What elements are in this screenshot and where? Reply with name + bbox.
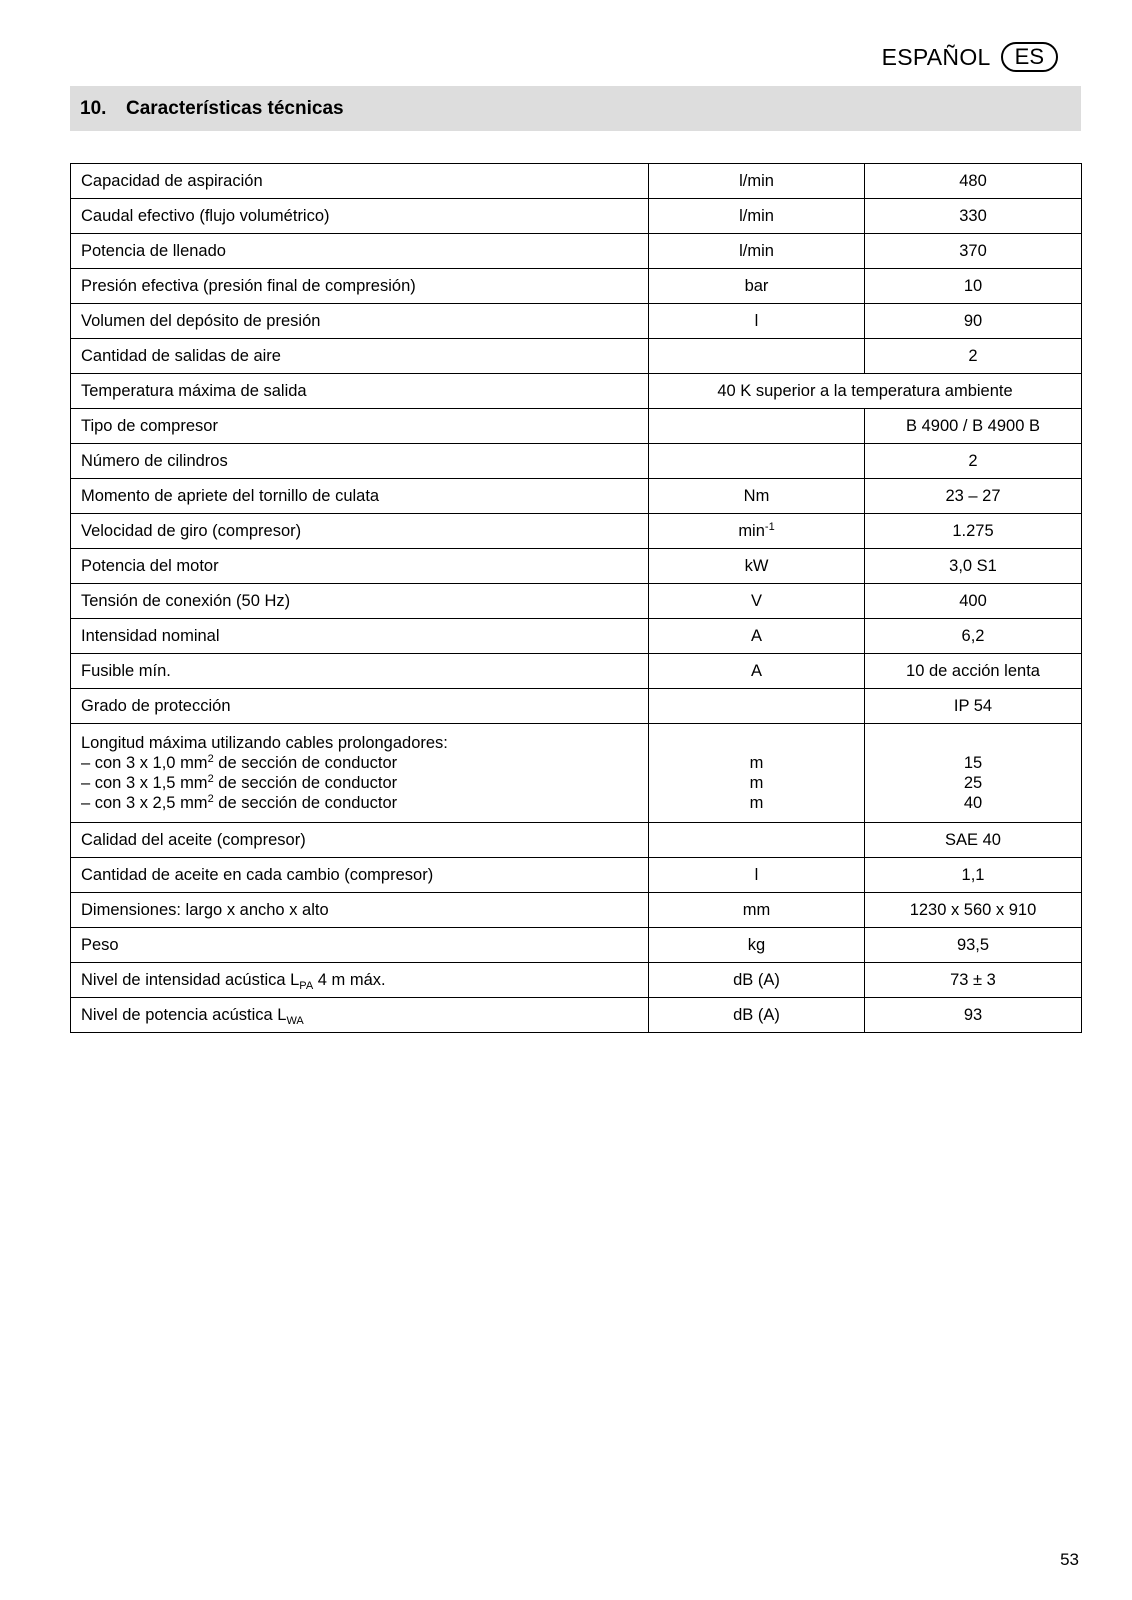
spec-label-text: Nivel de intensidad acústica L <box>81 971 300 989</box>
spacer-line <box>875 733 1071 753</box>
spec-unit <box>649 858 865 893</box>
spec-label-text: Grado de protección <box>81 697 231 715</box>
spec-unit <box>649 339 865 374</box>
table-row <box>71 339 1082 374</box>
spec-label <box>71 339 649 374</box>
spec-unit-text: Nm <box>743 487 770 505</box>
spec-unit-superscript: -1 <box>764 521 775 533</box>
spec-unit-text: l/min <box>739 207 774 225</box>
spec-label <box>71 444 649 479</box>
spec-unit-text: A <box>750 662 762 680</box>
spec-unit <box>649 724 865 823</box>
spec-label-text: Tensión de conexión (50 Hz) <box>81 592 291 610</box>
spec-label <box>71 823 649 858</box>
spec-label-text: Intensidad nominal <box>81 627 220 645</box>
section-number: 10. <box>80 97 107 119</box>
spec-label-text: Fusible mín. <box>81 662 171 680</box>
spec-value: 1,1 <box>865 858 1082 893</box>
table-row <box>71 823 1082 858</box>
spec-label-text: Cantidad de aceite en cada cambio (compresor) <box>81 866 434 884</box>
spec-label-text: Temperatura máxima de salida <box>81 382 307 400</box>
spec-label-text: Volumen del depósito de presión <box>81 312 321 330</box>
page-number: 53 <box>1060 1550 1079 1569</box>
table-row-extension-cables <box>71 724 1082 823</box>
spec-unit-text: l <box>754 866 759 884</box>
cable-line-unit: m <box>749 794 764 812</box>
cable-line-superscript: 2 <box>207 773 214 785</box>
spec-value: 1230 x 560 x 910 <box>865 893 1082 928</box>
spec-label-text: Dimensiones: largo x ancho x alto <box>81 901 329 919</box>
spec-label-text: Presión efectiva (presión final de compresión) <box>81 277 416 295</box>
spec-label <box>71 514 649 549</box>
table-row <box>71 199 1082 234</box>
spec-unit <box>649 963 865 998</box>
spec-unit <box>649 893 865 928</box>
spec-value: 480 <box>865 164 1082 199</box>
cable-line-prefix: – con 3 x 1,0 mm <box>81 754 208 772</box>
spec-unit <box>649 584 865 619</box>
table-row <box>71 269 1082 304</box>
spec-value: 330 <box>865 199 1082 234</box>
section-heading <box>70 86 1081 131</box>
spec-label <box>71 479 649 514</box>
cable-line-suffix: de sección de conductor <box>213 794 398 812</box>
cable-line-value: 25 <box>963 774 983 792</box>
spec-unit <box>649 269 865 304</box>
cable-line <box>81 773 638 793</box>
spec-unit-text: bar <box>744 277 769 295</box>
cable-line-unit: m <box>749 774 764 792</box>
cable-line-superscript: 2 <box>207 753 214 765</box>
spec-value: 400 <box>865 584 1082 619</box>
cable-line-value: 40 <box>963 794 983 812</box>
table-row <box>71 654 1082 689</box>
spec-unit-text: l/min <box>739 242 774 260</box>
spec-unit <box>649 549 865 584</box>
spec-label <box>71 374 649 409</box>
specs-table <box>70 163 1082 1033</box>
spec-label <box>71 304 649 339</box>
spec-label-text: Peso <box>81 936 119 954</box>
table-row <box>71 514 1082 549</box>
cable-line <box>81 793 638 813</box>
spec-label <box>71 724 649 823</box>
spec-unit-text: kg <box>747 936 766 954</box>
spec-label-subscript: PA <box>299 980 314 992</box>
spec-value: 23 – 27 <box>865 479 1082 514</box>
spec-unit <box>649 823 865 858</box>
cable-line-value: 15 <box>963 754 983 772</box>
spec-unit <box>649 164 865 199</box>
spec-unit-text: l/min <box>739 172 774 190</box>
table-row <box>71 584 1082 619</box>
spec-label <box>71 893 649 928</box>
spec-value: 10 <box>865 269 1082 304</box>
spec-label <box>71 199 649 234</box>
spec-unit-text: A <box>750 627 762 645</box>
spec-unit-text: mm <box>742 901 771 919</box>
spec-unit <box>649 304 865 339</box>
cable-line-unit: m <box>749 754 764 772</box>
spec-unit <box>649 479 865 514</box>
table-row <box>71 963 1082 998</box>
spec-label-text: Capacidad de aspiración <box>81 172 263 190</box>
spec-unit <box>649 998 865 1033</box>
cable-line-prefix: – con 3 x 2,5 mm <box>81 794 208 812</box>
spec-label-text: Velocidad de giro (compresor) <box>81 522 302 540</box>
spec-label-text: Número de cilindros <box>81 452 228 470</box>
spec-value: 2 <box>865 339 1082 374</box>
spec-label-text: Cantidad de salidas de aire <box>81 347 281 365</box>
cable-line-superscript: 2 <box>207 793 214 805</box>
spec-value: IP 54 <box>865 689 1082 724</box>
spec-unit-text: l <box>754 312 759 330</box>
spec-value: 1.275 <box>865 514 1082 549</box>
cable-row-title: Longitud máxima utilizando cables prolongadores: <box>81 734 448 752</box>
spec-unit <box>649 928 865 963</box>
language-code-badge: ES <box>1001 42 1058 72</box>
spec-label <box>71 654 649 689</box>
spec-label-text: Nivel de potencia acústica L <box>81 1006 287 1024</box>
table-row <box>71 998 1082 1033</box>
spec-unit <box>649 689 865 724</box>
language-name: ESPAÑOL <box>881 43 991 70</box>
spec-label <box>71 409 649 444</box>
spec-value <box>865 724 1082 823</box>
spec-label-text: Tipo de compresor <box>81 417 218 435</box>
table-row <box>71 304 1082 339</box>
spec-label <box>71 998 649 1033</box>
spacer-line <box>659 733 854 753</box>
spec-unit <box>649 234 865 269</box>
spec-unit <box>649 444 865 479</box>
spec-label <box>71 234 649 269</box>
spec-value: SAE 40 <box>865 823 1082 858</box>
spec-unit-text: kW <box>744 557 769 575</box>
spec-merged-value: 40 K superior a la temperatura ambiente <box>649 374 1082 409</box>
spec-unit <box>649 409 865 444</box>
spec-label <box>71 549 649 584</box>
spec-value: 93,5 <box>865 928 1082 963</box>
spec-unit <box>649 654 865 689</box>
table-row <box>71 858 1082 893</box>
section-title: Características técnicas <box>126 97 344 119</box>
cable-line-prefix: – con 3 x 1,5 mm <box>81 774 208 792</box>
spec-label <box>71 584 649 619</box>
spec-label-suffix: 4 m máx. <box>313 971 386 989</box>
spec-unit-text: V <box>750 592 762 610</box>
spec-value: 73 ± 3 <box>865 963 1082 998</box>
spec-value: 3,0 S1 <box>865 549 1082 584</box>
spec-label-text: Potencia del motor <box>81 557 219 575</box>
language-header <box>882 42 1058 72</box>
table-row <box>71 549 1082 584</box>
table-row <box>71 374 1082 409</box>
spec-value: 370 <box>865 234 1082 269</box>
spec-unit-text: dB (A) <box>733 1006 780 1024</box>
spec-unit <box>649 514 865 549</box>
cable-line <box>81 753 638 773</box>
spec-value: B 4900 / B 4900 B <box>865 409 1082 444</box>
spec-label <box>71 858 649 893</box>
spec-label <box>71 963 649 998</box>
spec-label-text: Momento de apriete del tornillo de culata <box>81 487 380 505</box>
spec-label <box>71 164 649 199</box>
spec-label-text: Calidad del aceite (compresor) <box>81 831 306 849</box>
spec-value: 10 de acción lenta <box>865 654 1082 689</box>
spec-label <box>71 928 649 963</box>
spec-unit-text: dB (A) <box>733 971 780 989</box>
spec-value: 93 <box>865 998 1082 1033</box>
spec-unit <box>649 619 865 654</box>
spec-label-text: Caudal efectivo (flujo volumétrico) <box>81 207 330 225</box>
cable-line-suffix: de sección de conductor <box>213 774 398 792</box>
table-row <box>71 444 1082 479</box>
spec-label-subscript: WA <box>286 1015 304 1027</box>
table-row <box>71 619 1082 654</box>
cable-line-suffix: de sección de conductor <box>213 754 398 772</box>
table-row <box>71 234 1082 269</box>
spec-unit-text: min <box>738 522 765 540</box>
table-row <box>71 689 1082 724</box>
table-row <box>71 479 1082 514</box>
spec-label <box>71 689 649 724</box>
table-row <box>71 164 1082 199</box>
spec-value: 6,2 <box>865 619 1082 654</box>
table-row <box>71 409 1082 444</box>
spec-label <box>71 269 649 304</box>
spec-value: 2 <box>865 444 1082 479</box>
table-row <box>71 928 1082 963</box>
table-row <box>71 893 1082 928</box>
spec-unit <box>649 199 865 234</box>
spec-label <box>71 619 649 654</box>
spec-label-text: Potencia de llenado <box>81 242 226 260</box>
spec-value: 90 <box>865 304 1082 339</box>
